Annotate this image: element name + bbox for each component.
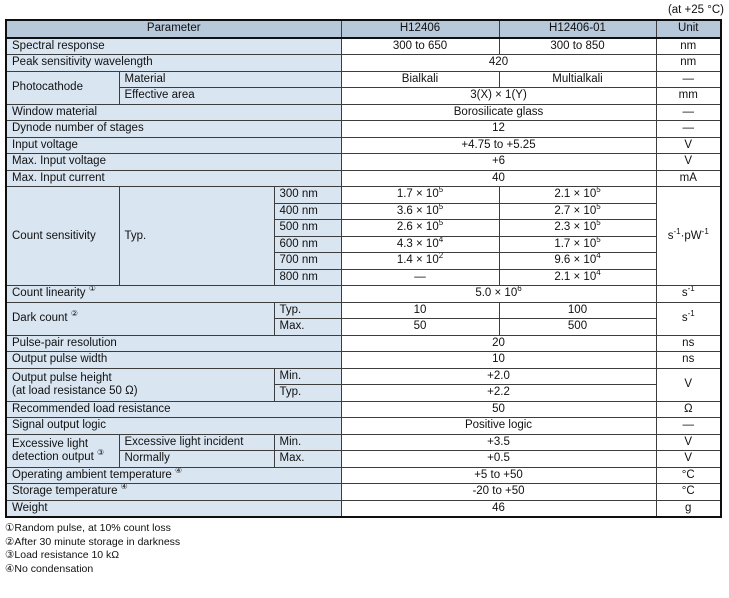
table-row bbox=[6, 401, 721, 418]
value-cell: 300 to 650 bbox=[341, 38, 499, 55]
value-cell: $1.7 \times 10^5$ bbox=[341, 187, 499, 204]
table-row bbox=[6, 71, 721, 88]
spec-table bbox=[5, 19, 722, 518]
unit-cell: V bbox=[656, 451, 721, 468]
param-cell: Max. bbox=[274, 451, 341, 468]
param-cell: Dark count ② bbox=[6, 302, 274, 335]
table-row bbox=[6, 368, 721, 385]
param-cell: Operating ambient temperature ④ bbox=[6, 467, 341, 484]
table-row bbox=[6, 170, 721, 187]
value-cell: 12 bbox=[341, 121, 656, 138]
param-cell: Dynode number of stages bbox=[6, 121, 341, 138]
param-cell: 400 nm bbox=[274, 203, 341, 220]
param-cell: Signal output logic bbox=[6, 418, 341, 435]
param-cell: Spectral response bbox=[6, 38, 341, 55]
unit-cell: g bbox=[656, 500, 721, 517]
value-cell: +2.2 bbox=[341, 385, 656, 402]
unit-cell: °C bbox=[656, 484, 721, 501]
unit-cell: — bbox=[656, 104, 721, 121]
table-row bbox=[6, 187, 721, 204]
param-cell: Photocathode bbox=[6, 71, 119, 104]
value-cell: $2.6 \times 10^5$ bbox=[341, 220, 499, 237]
param-cell: Min. bbox=[274, 434, 341, 451]
param-cell: Output pulse height (at load resistance 50 Ω) bbox=[6, 368, 274, 401]
param-cell: Typ. bbox=[119, 187, 274, 286]
header-cell: H12406-01 bbox=[499, 20, 656, 38]
temperature-condition-note: (at +25 °C) bbox=[667, 4, 724, 16]
footnotes bbox=[5, 522, 729, 576]
header-cell: H12406 bbox=[341, 20, 499, 38]
param-cell: Window material bbox=[6, 104, 341, 121]
value-cell: +4.75 to +5.25 bbox=[341, 137, 656, 154]
unit-cell: V bbox=[656, 368, 721, 401]
value-cell: +2.0 bbox=[341, 368, 656, 385]
table-row bbox=[6, 121, 721, 138]
value-cell: 46 bbox=[341, 500, 656, 517]
value-cell: 20 bbox=[341, 335, 656, 352]
footnote-1: ①Random pulse, at 10% count loss bbox=[5, 522, 171, 534]
unit-cell: $s^{-1}\cdot pW^{-1}$ bbox=[656, 187, 721, 286]
value-cell: 500 bbox=[499, 319, 656, 336]
value-cell: Positive logic bbox=[341, 418, 656, 435]
value-cell: Multialkali bbox=[499, 71, 656, 88]
param-cell: Output pulse width bbox=[6, 352, 341, 369]
param-cell: Max. Input voltage bbox=[6, 154, 341, 171]
unit-cell: V bbox=[656, 154, 721, 171]
value-cell: $2.7 \times 10^5$ bbox=[499, 203, 656, 220]
param-cell: Weight bbox=[6, 500, 341, 517]
header-cell: Parameter bbox=[6, 20, 341, 38]
value-cell: 420 bbox=[341, 55, 656, 72]
param-cell: 600 nm bbox=[274, 236, 341, 253]
table-row bbox=[6, 137, 721, 154]
unit-cell: — bbox=[656, 121, 721, 138]
value-cell: 50 bbox=[341, 401, 656, 418]
value-cell: $2.3 \times 10^5$ bbox=[499, 220, 656, 237]
value-cell: $3.6 \times 10^5$ bbox=[341, 203, 499, 220]
value-cell: 40 bbox=[341, 170, 656, 187]
value-cell: $9.6 \times 10^4$ bbox=[499, 253, 656, 270]
footnote-2: ②After 30 minute storage in darkness bbox=[5, 535, 181, 548]
param-cell: Peak sensitivity wavelength bbox=[6, 55, 341, 72]
param-cell: Typ. bbox=[274, 302, 341, 319]
table-row bbox=[6, 55, 721, 72]
table-row bbox=[6, 484, 721, 501]
table-row bbox=[6, 20, 721, 38]
param-cell: Excessive light detection output ③ bbox=[6, 434, 119, 467]
param-cell: Typ. bbox=[274, 385, 341, 402]
param-cell: 300 nm bbox=[274, 187, 341, 204]
table-row bbox=[6, 434, 721, 451]
param-cell: 700 nm bbox=[274, 253, 341, 270]
value-cell: +6 bbox=[341, 154, 656, 171]
param-cell: Max. Input current bbox=[6, 170, 341, 187]
param-cell: Count linearity ① bbox=[6, 286, 341, 303]
value-cell: $4.3 \times 10^4$ bbox=[341, 236, 499, 253]
value-cell: 10 bbox=[341, 302, 499, 319]
param-cell: 800 nm bbox=[274, 269, 341, 286]
value-cell: +3.5 bbox=[341, 434, 656, 451]
unit-cell: mm bbox=[656, 88, 721, 105]
table-row bbox=[6, 286, 721, 303]
value-cell: 100 bbox=[499, 302, 656, 319]
param-cell: Normally bbox=[119, 451, 274, 468]
unit-cell: nm bbox=[656, 55, 721, 72]
unit-cell: — bbox=[656, 71, 721, 88]
table-row bbox=[6, 467, 721, 484]
unit-cell: nm bbox=[656, 38, 721, 55]
footnote-3: ③Load resistance 10 kΩ bbox=[5, 549, 120, 561]
unit-cell: ns bbox=[656, 352, 721, 369]
param-cell: Min. bbox=[274, 368, 341, 385]
value-cell: 3(X) × 1(Y) bbox=[341, 88, 656, 105]
unit-cell: $s^{-1}$ bbox=[656, 302, 721, 335]
table-row bbox=[6, 500, 721, 517]
param-cell: 500 nm bbox=[274, 220, 341, 237]
table-row bbox=[6, 38, 721, 55]
table-row bbox=[6, 154, 721, 171]
param-cell: Effective area bbox=[119, 88, 341, 105]
param-cell: Count sensitivity bbox=[6, 187, 119, 286]
value-cell: +0.5 bbox=[341, 451, 656, 468]
footnote-4: ④No condensation bbox=[5, 562, 94, 575]
param-cell: Input voltage bbox=[6, 137, 341, 154]
value-cell: — bbox=[341, 269, 499, 286]
value-cell: $1.7 \times 10^5$ bbox=[499, 236, 656, 253]
table-row bbox=[6, 418, 721, 435]
value-cell: 50 bbox=[341, 319, 499, 336]
unit-cell: mA bbox=[656, 170, 721, 187]
table-row bbox=[6, 302, 721, 319]
header-cell: Unit bbox=[656, 20, 721, 38]
value-cell: -20 to +50 bbox=[341, 484, 656, 501]
table-row bbox=[6, 104, 721, 121]
param-cell: Max. bbox=[274, 319, 341, 336]
unit-cell: V bbox=[656, 137, 721, 154]
value-cell: Borosilicate glass bbox=[341, 104, 656, 121]
param-cell: Pulse-pair resolution bbox=[6, 335, 341, 352]
value-cell: $2.1 \times 10^4$ bbox=[499, 269, 656, 286]
value-cell: Bialkali bbox=[341, 71, 499, 88]
value-cell: $5.0 \times 10^6$ bbox=[341, 286, 656, 303]
unit-cell: $s^{-1}$ bbox=[656, 286, 721, 303]
unit-cell: Ω bbox=[656, 401, 721, 418]
unit-cell: — bbox=[656, 418, 721, 435]
unit-cell: V bbox=[656, 434, 721, 451]
value-cell: 10 bbox=[341, 352, 656, 369]
value-cell: $1.4 \times 10^2$ bbox=[341, 253, 499, 270]
table-row bbox=[6, 335, 721, 352]
unit-cell: °C bbox=[656, 467, 721, 484]
param-cell: Recommended load resistance bbox=[6, 401, 341, 418]
param-cell: Storage temperature ④ bbox=[6, 484, 341, 501]
table-row bbox=[6, 352, 721, 369]
unit-cell: ns bbox=[656, 335, 721, 352]
value-cell: $2.1 \times 10^5$ bbox=[499, 187, 656, 204]
value-cell: 300 to 850 bbox=[499, 38, 656, 55]
param-cell: Material bbox=[119, 71, 341, 88]
param-cell: Excessive light incident bbox=[119, 434, 274, 451]
value-cell: +5 to +50 bbox=[341, 467, 656, 484]
